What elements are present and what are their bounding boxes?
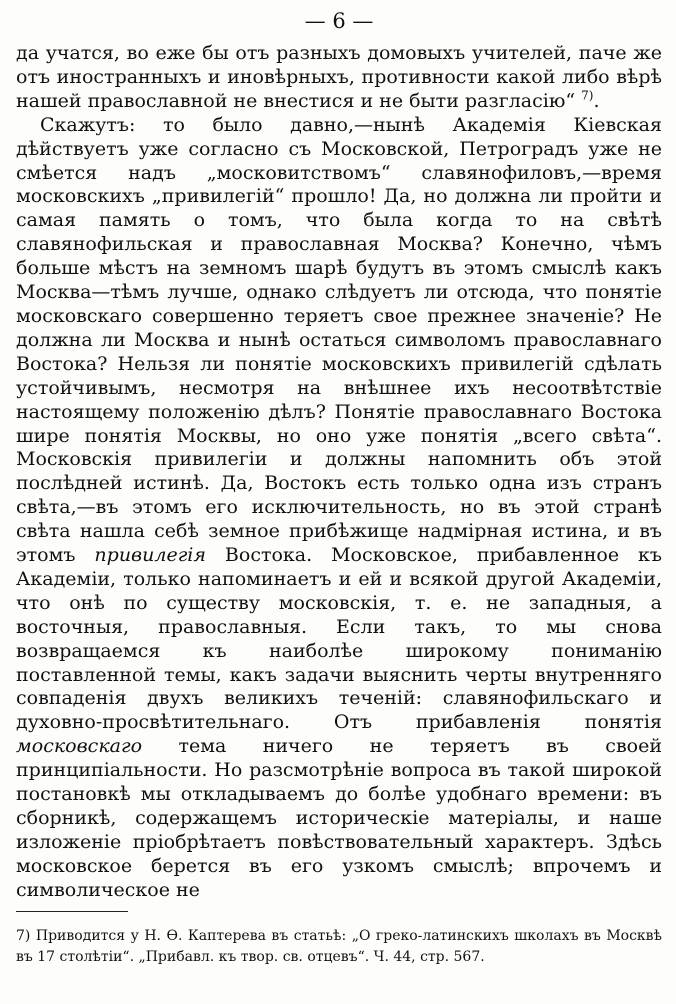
- main-text: [16, 42, 662, 903]
- paragraph-2-part-3: тема ничего не теряетъ въ своей принципіальности. Но разсмотрѣніе вопроса въ такой широкой постановкѣ мы откладываемъ до болѣе удобнаго времени: въ сборникѣ, содержащемъ историческіе матеріалы, и наше изложеніе пріобрѣтаетъ повѣствовательный характеръ. Здѣсь московское берется въ его узкомъ смыслѣ; впрочемъ и символическое не: [16, 735, 662, 901]
- footnote-reference[interactable]: 7): [581, 88, 594, 103]
- page-number: — 6 —: [304, 9, 374, 33]
- paragraph-1: [16, 42, 662, 114]
- italic-word-privilegiya: привилегія: [94, 544, 206, 567]
- footnote: [16, 926, 662, 968]
- footnote-divider: [16, 911, 128, 912]
- paragraph-2-part-2: Востока. Московское, прибавленное къ Академіи, только напоминаетъ и ей и всякой другой Академіи, что онѣ по существу московскія, т. е. не западныя, а восточныя, православныя. Если такъ, то мы снова возвращаемся къ наиболѣе широкому пониманію поставленной темы, какъ задачи выяснить черты внутренняго совпаденія двухъ великихъ теченій: славянофильскаго и духовно-просвѣтительнаго. Отъ прибавленія понятія: [16, 544, 663, 734]
- paragraph-1-text: да учатся, во еже бы отъ разныхъ домовыхъ учителей, паче же отъ иностранныхъ и иновѣрныхъ, противности какой либо вѣрѣ нашей православной не внестися и не быти разгласію“: [16, 42, 662, 112]
- footnote-mark: 7): [16, 928, 31, 944]
- paragraph-1-tail: .: [593, 89, 600, 112]
- paragraph-2: [16, 114, 662, 903]
- italic-word-moskovskago: московскаго: [16, 735, 143, 758]
- paragraph-2-part-1: Скажутъ: то было давно,—нынѣ Академія Кіевская дѣйствуетъ уже согласно съ Московской, Петроградъ уже не смѣется надъ „московитствомъ“ славянофиловъ,—время московскихъ „привилегій“ прошло! Да, но должна ли пройти и самая память о томъ, что была когда то на свѣтѣ славянофильская и православная Москва? Конечно, чѣмъ больше мѣстъ на земномъ шарѣ будутъ въ этомъ смыслѣ какъ Москва—тѣмъ лучше, однако слѣдуетъ ли отсюда, что понятіе московскаго совершенно теряетъ свое прежнее значеніе? Не должна ли Москва и нынѣ остаться символомъ православнаго Востока? Нельзя ли понятіе московскихъ привилегій сдѣлать устойчивымъ, несмотря на внѣшнее ихъ несоотвѣтствіе настоящему положенію дѣлъ? Понятіе православнаго Востока шире понятія Москвы, но оно уже понятія „всего свѣта“. Московскія привилегіи и должны напомнить объ этой послѣдней истинѣ. Да, Востокъ есть только одна изъ странъ свѣта,—въ этомъ его исключительность, но въ этой странѣ свѣта нашла себѣ земное прибѣжище надмірная истина, и въ этомъ: [16, 113, 662, 567]
- footnote-text: Приводится у Н. Ѳ. Каптерева въ статьѣ: „О греко-латинскихъ школахъ въ Москвѣ въ 17 столѣтіи“. „Прибавл. къ твор. св. отцевъ“. Ч. 44, стр. 567.: [16, 928, 663, 965]
